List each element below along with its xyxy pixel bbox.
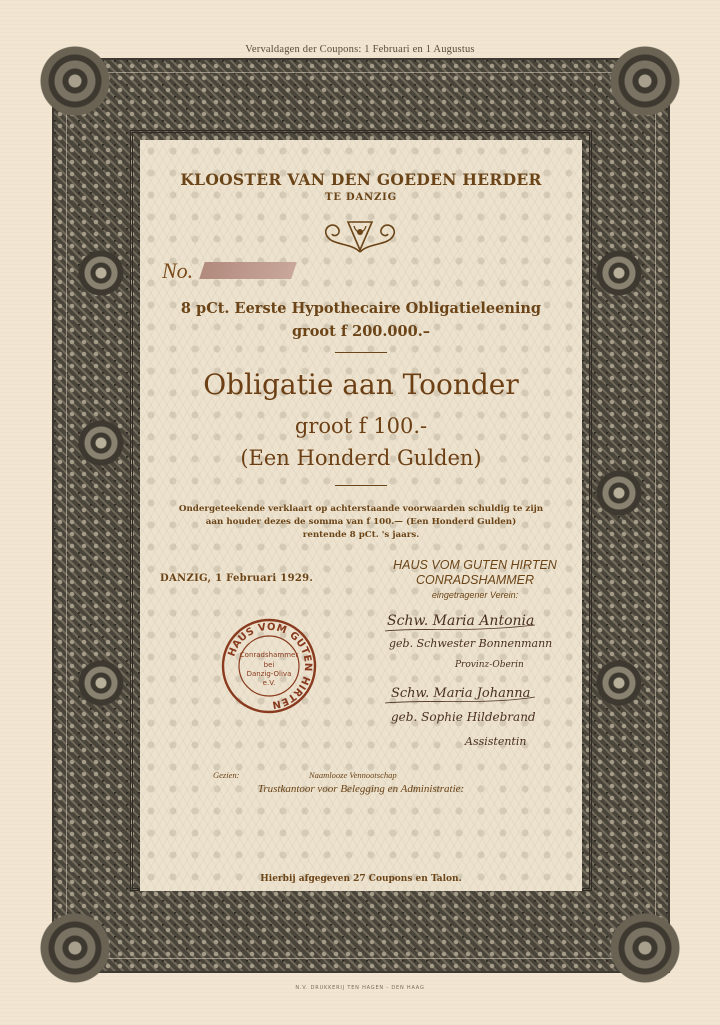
coupon-dates-note: Vervaldagen der Coupons: 1 Februari en 1 Augustus [245, 44, 475, 55]
number-label: No. [162, 258, 194, 283]
loan-title: 8 pCt. Eerste Hypothecaire Obligatieleening [180, 300, 542, 317]
side-ornament-left-lower [78, 660, 124, 706]
bond-value: groot f 100.- [294, 414, 428, 438]
signature-line: Schw. Maria Antonia [387, 613, 535, 629]
declaration-text [140, 503, 582, 542]
signature-line: Provinz-Oberin [455, 660, 524, 670]
corner-rosette-top-left [40, 46, 110, 116]
stamp-ring-text: HAUS VOM GUTEN HIRTEN [226, 621, 314, 711]
declaration-line: rentende 8 pCt. 's jaars. [302, 530, 420, 540]
loan-amount: groot f 200.000.– [291, 323, 431, 340]
corner-rosette-bottom-left [40, 913, 110, 983]
signatory-org-place: CONRADSHAMMER [415, 573, 535, 587]
declaration-line: aan houder dezes de somma van f 100.— (Een Honderd Gulden) [205, 517, 517, 527]
corner-rosette-bottom-right [610, 913, 680, 983]
corner-rosette-top-right [610, 46, 680, 116]
signature-line: geb. Sophie Hildebrand [391, 710, 536, 724]
place-date: DANZIG, 1 Februari 1929. [160, 573, 314, 584]
divider-rule [335, 485, 387, 486]
signature-line: Schw. Maria Johanna [391, 686, 531, 701]
stamp-text: bei [263, 661, 275, 669]
seal-stamp [220, 617, 318, 715]
declaration-line: Ondergeteekende verklaart op achterstaande voorwaarden schuldig te zijn [178, 504, 544, 514]
side-ornament-right-lower [596, 660, 642, 706]
handwritten-signatures [385, 605, 585, 765]
side-ornament-left-mid [78, 420, 124, 466]
bond-value-words: (Een Honderd Gulden) [240, 446, 482, 470]
divider-rule [335, 352, 387, 353]
trustee-name: Trustkantoor voor Belegging en Administratie: [257, 783, 465, 795]
fleuron-ornament-icon [320, 212, 400, 258]
signatory-org-type: eingetragener Verein: [431, 590, 519, 600]
stamp-text: Conradshammer [239, 651, 299, 659]
side-ornament-left-upper [78, 250, 124, 296]
stamp-text: e.V. [262, 679, 276, 687]
number-field [199, 262, 297, 279]
signature-line: geb. Schwester Bonnenmann [389, 637, 553, 650]
stamp-text: Danzig-Oliva [246, 670, 292, 678]
coupons-note: Hierbij afgegeven 27 Coupons en Talon. [260, 874, 462, 884]
issuer-city: TE DANZIG [325, 192, 397, 203]
printer-imprint: N.V. DRUKKERIJ TEN HAGEN - DEN HAAG [295, 985, 425, 991]
signatory-org-name: HAUS VOM GUTEN HIRTEN [393, 558, 557, 572]
signature-line: Assistentin [465, 735, 527, 748]
bond-title: Obligatie aan Toonder [203, 368, 519, 401]
issuer-name: KLOOSTER VAN DEN GOEDEN HERDER [180, 170, 542, 189]
seen-label: Gezien: [213, 770, 240, 780]
side-ornament-right-upper [596, 250, 642, 296]
trustee-company-form: Naamlooze Vennootschap [309, 770, 397, 780]
side-ornament-right-mid [596, 470, 642, 516]
